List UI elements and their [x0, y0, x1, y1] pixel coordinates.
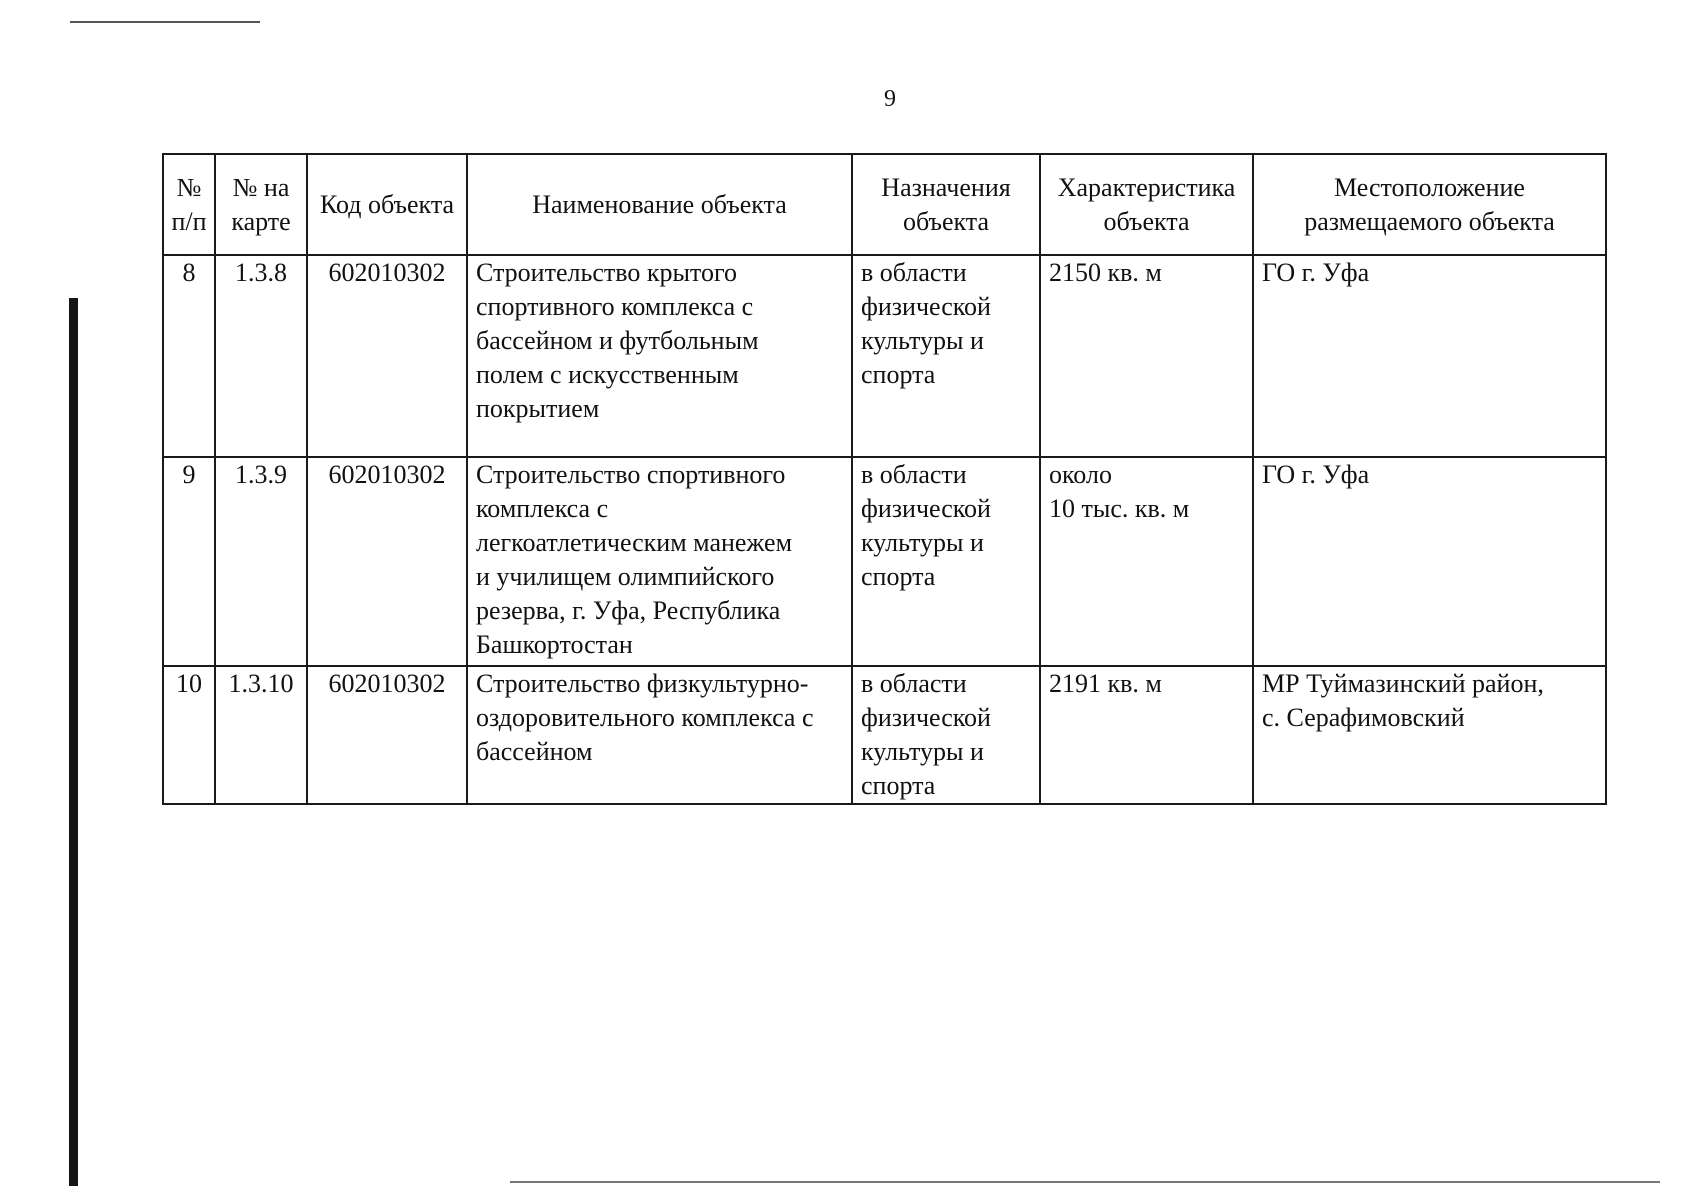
scan-artifact-top-line	[70, 21, 260, 23]
cell-num: 9	[163, 457, 215, 666]
cell-name: Строительство спортивного комплекса с легкоатлетическим манежем и училищем олимпийского резерва, г. Уфа, Республика Башкортостан	[467, 457, 852, 666]
cell-purpose: в области физической культуры и спорта	[852, 666, 1040, 804]
cell-name: Строительство крытого спортивного комплекса с бассейном и футбольным полем с искусственным покрытием	[467, 255, 852, 457]
cell-name: Строительство физкультурно- оздоровительного комплекса с бассейном	[467, 666, 852, 804]
cell-map-num: 1.3.9	[215, 457, 307, 666]
scan-artifact-bottom-line	[510, 1181, 1660, 1183]
cell-map-num: 1.3.8	[215, 255, 307, 457]
cell-num: 8	[163, 255, 215, 457]
cell-map-num: 1.3.10	[215, 666, 307, 804]
header-characteristic: Характеристика объекта	[1040, 154, 1253, 255]
cell-characteristic: 2150 кв. м	[1040, 255, 1253, 457]
table-row	[163, 255, 1606, 457]
scan-artifact-left-bar	[69, 298, 78, 1186]
cell-num: 10	[163, 666, 215, 804]
cell-location: ГО г. Уфа	[1253, 457, 1606, 666]
header-name: Наименование объекта	[467, 154, 852, 255]
header-code: Код объекта	[307, 154, 467, 255]
cell-purpose: в области физической культуры и спорта	[852, 457, 1040, 666]
cell-characteristic: 2191 кв. м	[1040, 666, 1253, 804]
cell-characteristic: около 10 тыс. кв. м	[1040, 457, 1253, 666]
table-row	[163, 457, 1606, 666]
cell-code: 602010302	[307, 457, 467, 666]
header-map-num: № на карте	[215, 154, 307, 255]
cell-location: ГО г. Уфа	[1253, 255, 1606, 457]
objects-table	[162, 153, 1607, 805]
header-purpose: Назначения объекта	[852, 154, 1040, 255]
header-num: № п/п	[163, 154, 215, 255]
cell-purpose: в области физической культуры и спорта	[852, 255, 1040, 457]
cell-code: 602010302	[307, 666, 467, 804]
table-row	[163, 666, 1606, 804]
table-header-row	[163, 154, 1606, 255]
cell-location: МР Туймазинский район, с. Серафимовский	[1253, 666, 1606, 804]
page-number: 9	[884, 86, 896, 112]
cell-code: 602010302	[307, 255, 467, 457]
header-location: Местоположение размещаемого объекта	[1253, 154, 1606, 255]
